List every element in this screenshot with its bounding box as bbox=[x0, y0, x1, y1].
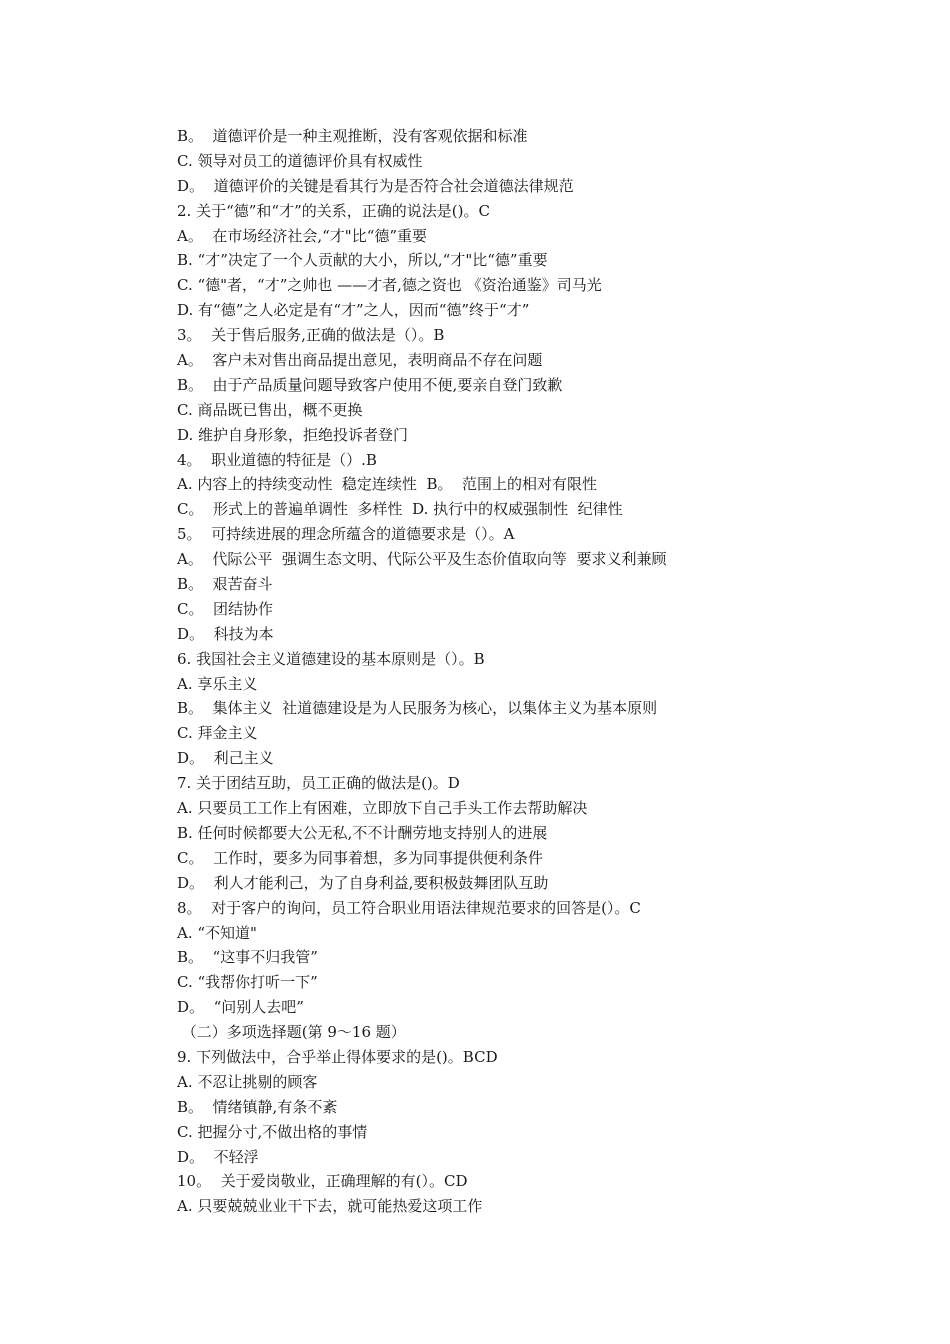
text-line: B. “才”决定了一个人贡献的大小，所以,“才"比“德”重要 bbox=[177, 251, 548, 270]
text-line: 9. 下列做法中，合乎举止得体要求的是()。BCD bbox=[177, 1047, 498, 1066]
text-line: D。 道德评价的关键是看其行为是否符合社会道德法律规范 bbox=[177, 176, 574, 195]
text-line: 2. 关于“德”和“才”的关系，正确的说法是()。C bbox=[177, 201, 490, 220]
text-line: 7. 关于团结互助，员工正确的做法是()。D bbox=[177, 774, 460, 793]
text-line: C. 商品既已售出，概不更换 bbox=[177, 400, 363, 419]
text-line: B. 任何时候都要大公无私,不不计酬劳地支持别人的进展 bbox=[177, 823, 548, 842]
text-line: 3。 关于售后服务,正确的做法是（）。B bbox=[177, 326, 445, 345]
text-line: 5。 可持续进展的理念所蕴含的道德要求是（）。A bbox=[177, 525, 515, 544]
text-line: （二）多项选择题(第 9～16 题） bbox=[177, 1023, 406, 1042]
text-line: B。 由于产品质量问题导致客户使用不便,要亲自登门致歉 bbox=[177, 375, 563, 394]
text-line: A. 只要兢兢业业干下去，就可能热爱这项工作 bbox=[177, 1197, 483, 1216]
text-line: C。 形式上的普遍单调性 多样性 D. 执行中的权威强制性 纪律性 bbox=[177, 500, 623, 519]
text-line: 10。 关于爱岗敬业，正确理解的有(）。CD bbox=[177, 1172, 468, 1191]
text-line: D。 利人才能利己，为了自身利益,要积极鼓舞团队互助 bbox=[177, 873, 549, 892]
text-line: D. 维护自身形象，拒绝投诉者登门 bbox=[177, 425, 409, 444]
text-line: B。 情绪镇静,有条不紊 bbox=[177, 1097, 338, 1116]
text-line: C. 领导对员工的道德评价具有权威性 bbox=[177, 151, 423, 170]
text-line: 4。 职业道德的特征是（）.B bbox=[177, 450, 377, 469]
text-line: C. 拜金主义 bbox=[177, 724, 258, 743]
text-line: B。 “这事不归我管” bbox=[177, 948, 318, 967]
text-line: B。 艰苦奋斗 bbox=[177, 575, 273, 594]
text-line: A. 不忍让挑剔的顾客 bbox=[177, 1072, 318, 1091]
text-line: A. 内容上的持续变动性 稳定连续性 B。 范围上的相对有限性 bbox=[177, 475, 598, 494]
text-line: A。 在市场经济社会,“才"比“德”重要 bbox=[177, 226, 428, 245]
text-line: A. 只要员工工作上有困难，立即放下自己手头工作去帮助解决 bbox=[177, 799, 588, 818]
text-line: B。 道德评价是一种主观推断，没有客观依据和标准 bbox=[177, 127, 528, 145]
text-line: B。 集体主义 社道德建设是为人民服务为核心，以集体主义为基本原则 bbox=[177, 699, 658, 718]
text-line: C. “德"者，“才”之帅也 ——才者,德之资也 《资治通鉴》司马光 bbox=[177, 276, 602, 295]
text-line: 6. 我国社会主义道德建设的基本原则是（）。B bbox=[177, 649, 485, 668]
text-line: D。 “问别人去吧” bbox=[177, 998, 304, 1017]
document-body bbox=[177, 124, 797, 1219]
text-line: D。 不轻浮 bbox=[177, 1147, 259, 1166]
text-line: D。 利己主义 bbox=[177, 749, 274, 768]
text-line: C. “我帮你打听一下” bbox=[177, 973, 318, 992]
text-line: A. “不知道" bbox=[177, 923, 257, 942]
text-line: A。 代际公平 强调生态文明、代际公平及生态价值取向等 要求义利兼顾 bbox=[177, 550, 667, 569]
text-line: C. 把握分寸,不做出格的事情 bbox=[177, 1122, 368, 1141]
text-line: A。 客户未对售出商品提出意见，表明商品不存在问题 bbox=[177, 351, 543, 370]
text-line: D. 有“德”之人必定是有“才”之人，因而“德”终于“才” bbox=[177, 301, 530, 320]
text-line: D。 科技为本 bbox=[177, 624, 274, 643]
text-line: A. 享乐主义 bbox=[177, 674, 258, 693]
text-line: C。 团结协作 bbox=[177, 599, 274, 618]
text-line: C。 工作时，要多为同事着想，多为同事提供便利条件 bbox=[177, 848, 544, 867]
text-line: 8。 对于客户的询问，员工符合职业用语法律规范要求的回答是(）。C bbox=[177, 898, 641, 917]
